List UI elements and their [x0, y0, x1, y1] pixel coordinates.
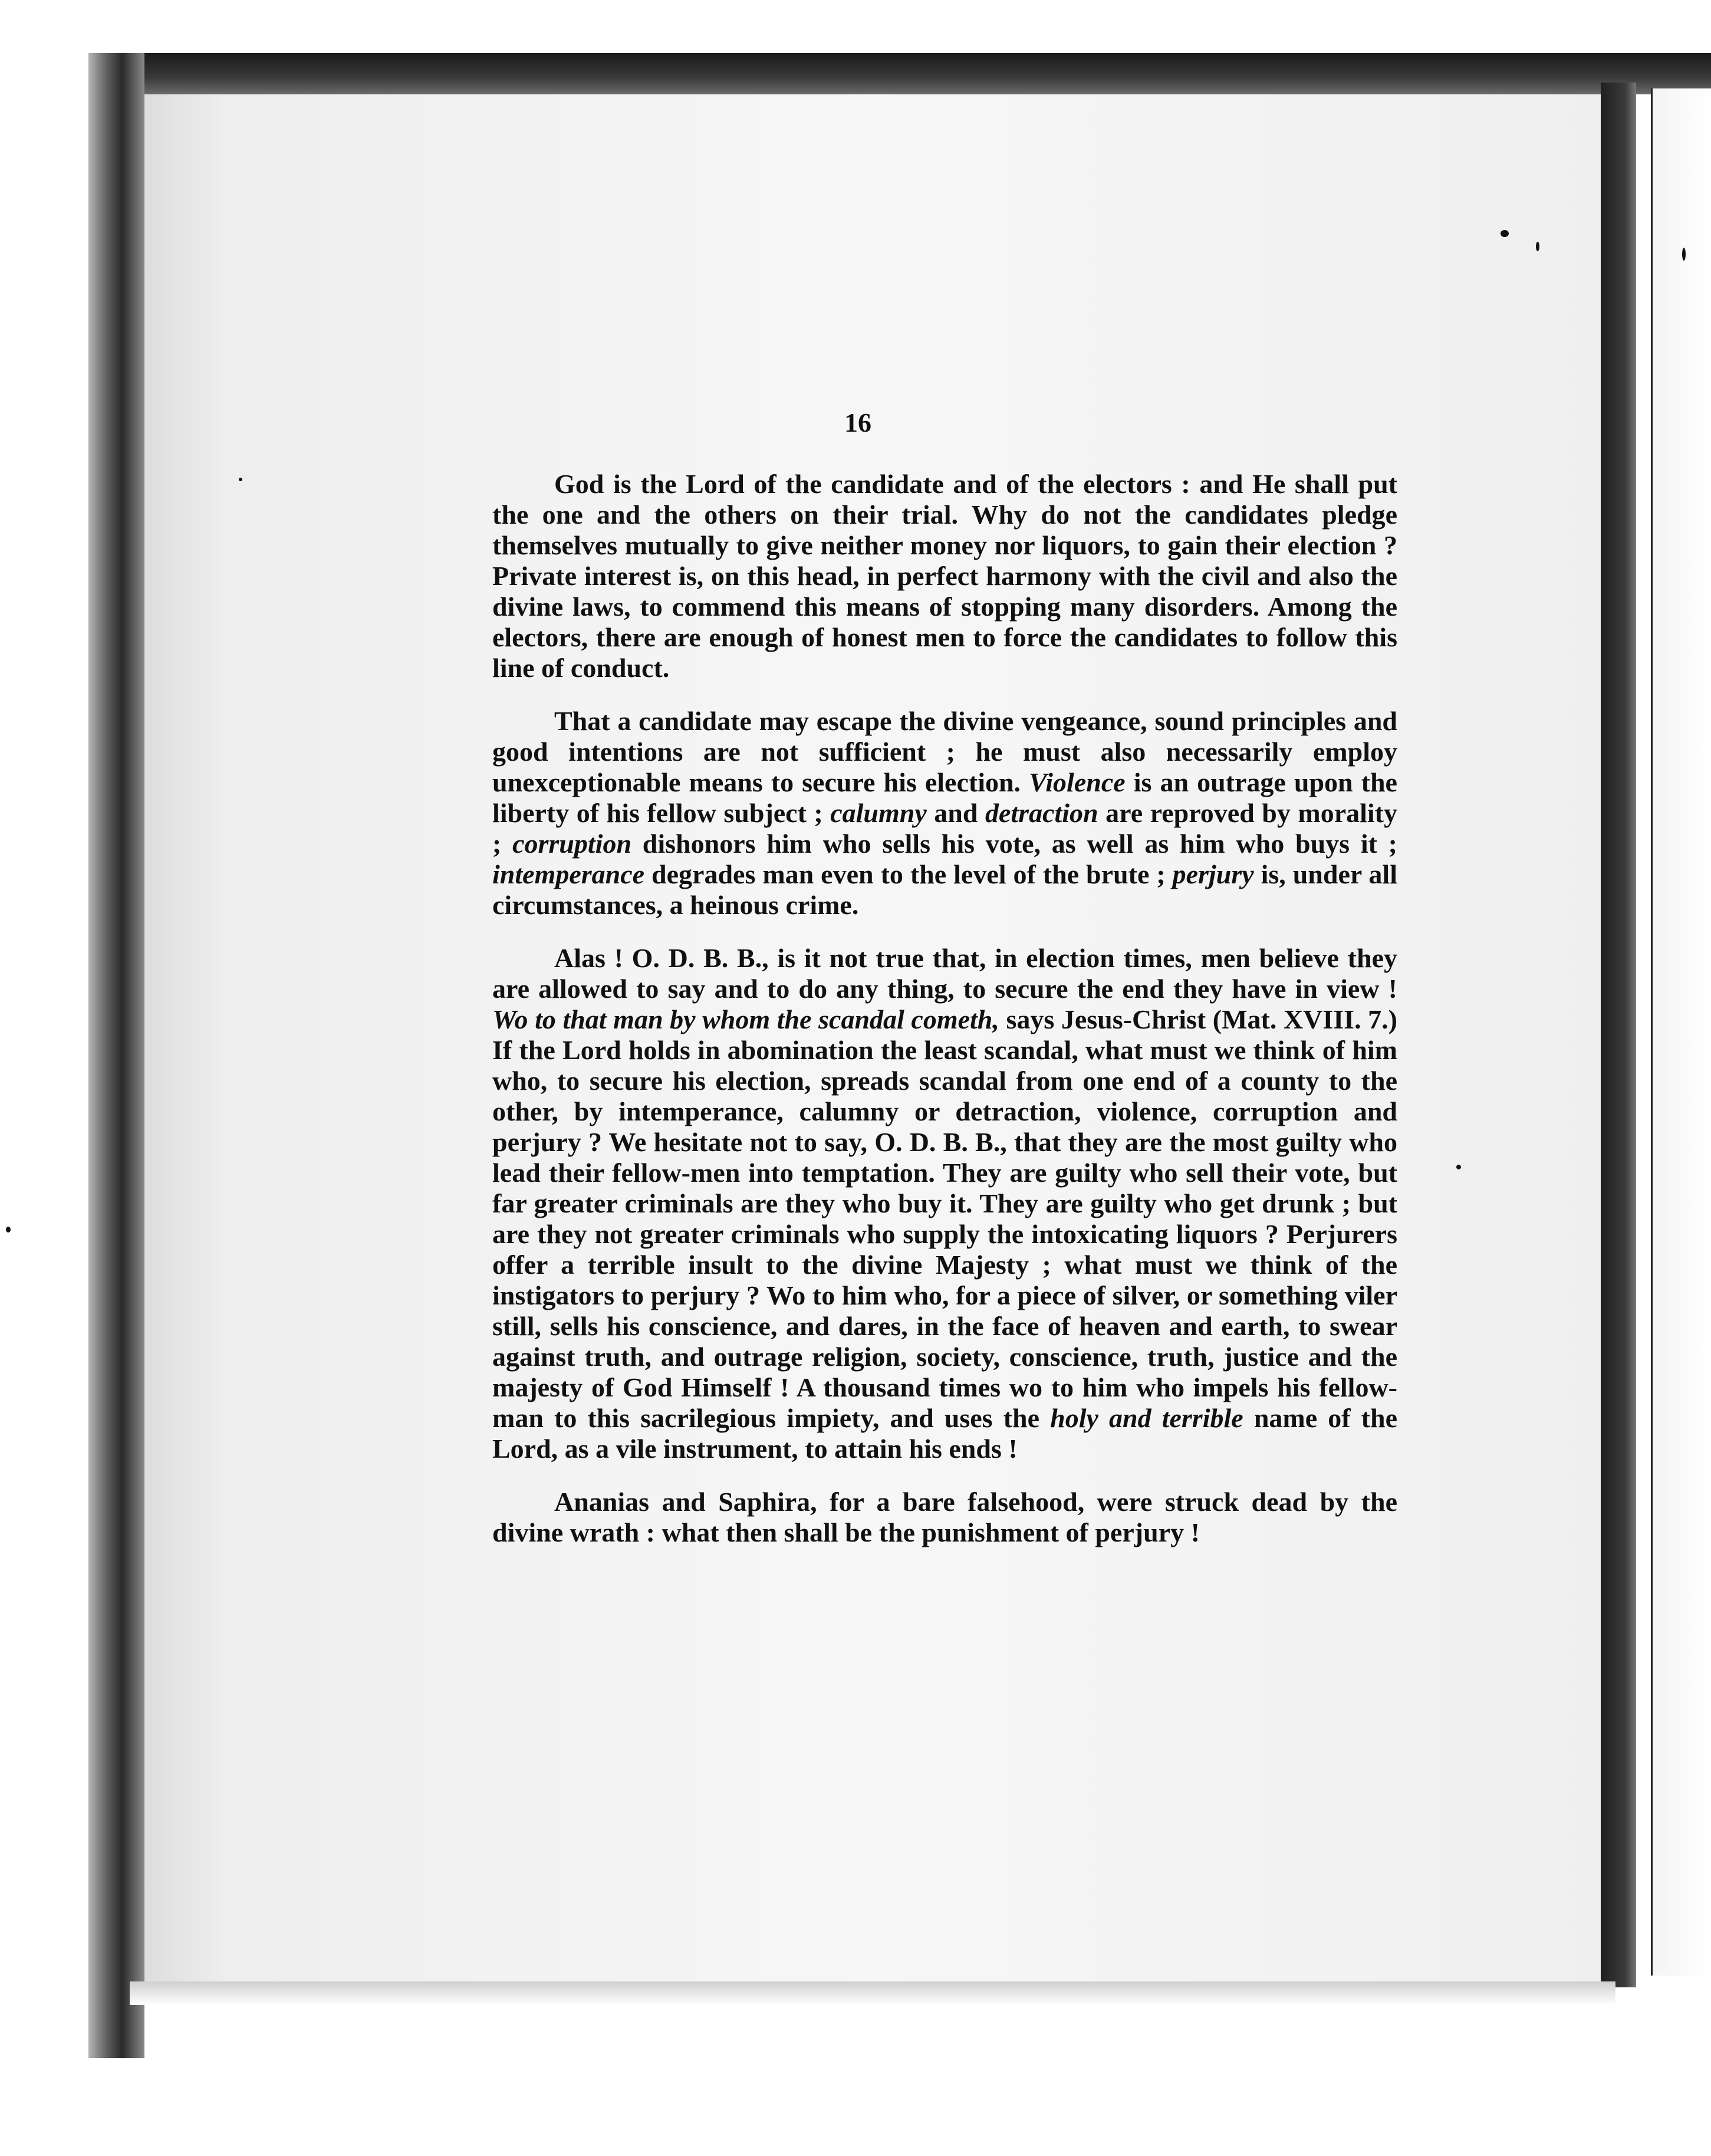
text-run: dishonors him who sells his vote, as well as him who buys it ; — [631, 829, 1397, 859]
text-run: Ananias and Saphira, for a bare falsehood, were struck dead by the divine wrath : what then shall be the punishment of perjury ! — [492, 1487, 1397, 1547]
paragraph — [492, 943, 1397, 1464]
text-run: and — [926, 798, 985, 828]
paragraph — [492, 469, 1397, 683]
scan-frame-left — [88, 53, 144, 2058]
scan-speck — [1536, 242, 1539, 251]
text-run: That a candidate may escape the divine vengeance, sound principles and good intentions are not sufficient ; he must also necessarily employ unexceptionable means to secure his election. — [492, 706, 1397, 797]
text-run: Alas ! O. D. B. B., is it not true that, in election times, men believe they are allowed to say and to do any thing, to secure the end they have in view ! — [492, 943, 1397, 1004]
page-number: 16 — [844, 407, 871, 438]
adjacent-page-edge — [1651, 88, 1711, 1976]
scan-speck — [1682, 248, 1686, 261]
scan-speck — [239, 478, 242, 481]
scan-frame-top — [88, 53, 1711, 94]
text-run: degrades man even to the level of the brute ; — [644, 859, 1173, 889]
page-bottom-shadow — [130, 1981, 1615, 2005]
paragraph — [492, 1487, 1397, 1548]
body-text — [492, 469, 1397, 1548]
paragraph — [492, 706, 1397, 921]
text-run: is an outrage upon the liberty of his fellow subject ; — [492, 767, 1397, 828]
italic-text: perjury — [1172, 859, 1254, 889]
text-run: God is the Lord of the candidate and of the electors : and He shall put the one and the others on their trial. Why do not the candidates pledge themselves mutually to give neither money nor liquors, to gain their election ? Private interest is, on this head, in perfect harmony with the civil and also the divine laws, to commend this means of stopping many disorders. Among the electors, there are enough of honest men to force the candidates to follow this line of conduct. — [492, 469, 1397, 683]
scan-frame-right — [1601, 83, 1636, 1987]
italic-text: Violence — [1029, 767, 1126, 797]
text-run: says Jesus-Christ (Mat. XVIII. 7.) If the Lord holds in abomination the least scandal, what must we think of him who, to secure his election, spreads scandal from one end of a county to the other, by intemperance, calumny or detraction, violence, corruption and perjury ? We hesitate not to say, O. D. B. B., that they are the most guilty who lead their fellow-men into temptation. They are guilty who sell their vote, but far greater criminals are they who buy it. They are guilty who get drunk ; but are they not greater criminals who supply the intoxicating liquors ? Perjurers offer a terrible insult to the divine Majesty ; what must we think of the instigators to perjury ? Wo to him who, for a piece of silver, or something viler still, sells his conscience, and dares, in the face of heaven and earth, to swear against truth, and outrage religion, society, conscience, truth, justice and the majesty of God Himself ! A thousand times wo to him who impels his fellow-man to this sacrilegious impiety, and uses the — [492, 1004, 1397, 1433]
text-run: are reproved by morality ; — [492, 798, 1397, 859]
italic-text: detraction — [985, 798, 1098, 828]
italic-text: corruption — [512, 829, 632, 859]
text-run: name of the Lord, as a vile instrument, to attain his ends ! — [492, 1403, 1397, 1464]
scan-speck — [1501, 230, 1509, 237]
text-run: is, under all circumstances, a heinous crime. — [492, 859, 1397, 920]
scan-speck — [1456, 1165, 1461, 1169]
italic-text: Wo to that man by whom the scandal cometh, — [492, 1004, 999, 1034]
scan-speck — [6, 1227, 11, 1233]
italic-text: intemperance — [492, 859, 645, 889]
italic-text: holy and terrible — [1050, 1403, 1243, 1433]
italic-text: calumny — [830, 798, 927, 828]
